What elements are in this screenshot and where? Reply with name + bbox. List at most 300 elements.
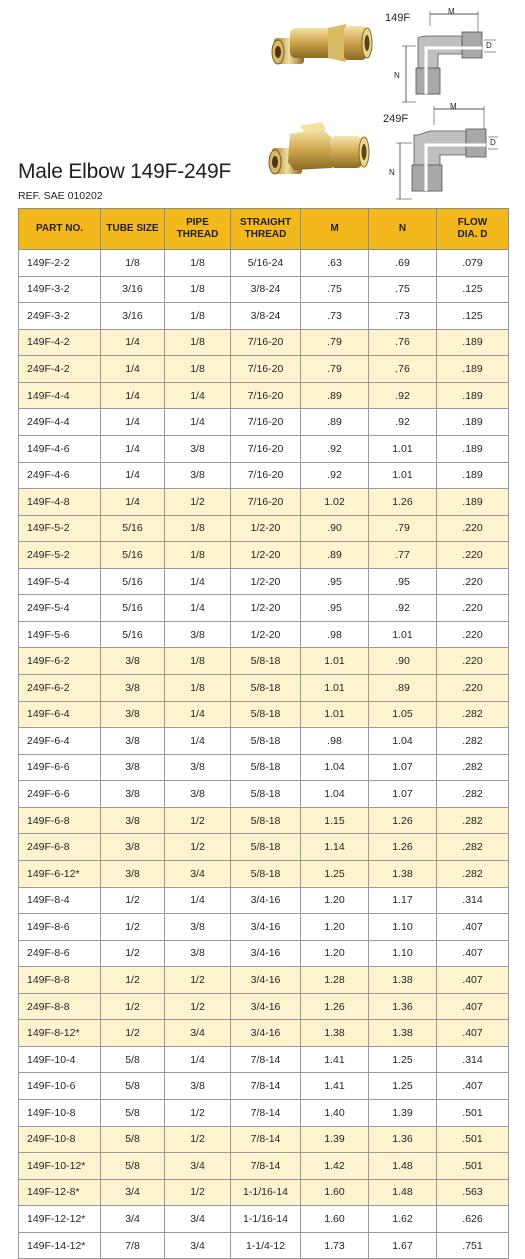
cell-tube-size: 7/8 bbox=[101, 1232, 165, 1259]
cell-straight-thread: 1/2-20 bbox=[231, 621, 301, 648]
cell-straight-thread: 1/2-20 bbox=[231, 542, 301, 569]
cell-n: 1.01 bbox=[369, 435, 437, 462]
table-row bbox=[19, 834, 509, 861]
table-row bbox=[19, 409, 509, 436]
table-row bbox=[19, 621, 509, 648]
table-row bbox=[19, 967, 509, 994]
cell-n: 1.26 bbox=[369, 807, 437, 834]
cell-tube-size: 1/4 bbox=[101, 435, 165, 462]
cell-part-no: 149F-12-12* bbox=[19, 1206, 101, 1233]
cell-pipe-thread: 1/8 bbox=[165, 303, 231, 330]
cell-tube-size: 3/8 bbox=[101, 728, 165, 755]
cell-straight-thread: 5/8-18 bbox=[231, 807, 301, 834]
cell-straight-thread: 5/8-18 bbox=[231, 728, 301, 755]
table-row bbox=[19, 356, 509, 383]
cell-pipe-thread: 1/2 bbox=[165, 1126, 231, 1153]
cell-flow-dia: .407 bbox=[437, 993, 509, 1020]
cell-tube-size: 3/8 bbox=[101, 648, 165, 675]
cell-m: 1.40 bbox=[301, 1100, 369, 1127]
cell-flow-dia: .282 bbox=[437, 834, 509, 861]
cell-part-no: 149F-2-2 bbox=[19, 250, 101, 277]
table-row bbox=[19, 595, 509, 622]
table-row bbox=[19, 807, 509, 834]
cell-straight-thread: 7/16-20 bbox=[231, 382, 301, 409]
cell-pipe-thread: 1/8 bbox=[165, 515, 231, 542]
cell-straight-thread: 1/2-20 bbox=[231, 568, 301, 595]
cell-tube-size: 1/4 bbox=[101, 489, 165, 516]
cell-flow-dia: .751 bbox=[437, 1232, 509, 1259]
cell-tube-size: 3/8 bbox=[101, 675, 165, 702]
cell-m: .98 bbox=[301, 621, 369, 648]
cell-part-no: 149F-10-4 bbox=[19, 1046, 101, 1073]
cell-m: 1.42 bbox=[301, 1153, 369, 1180]
cell-flow-dia: .189 bbox=[437, 356, 509, 383]
cell-straight-thread: 7/8-14 bbox=[231, 1126, 301, 1153]
cell-flow-dia: .501 bbox=[437, 1100, 509, 1127]
cell-n: 1.38 bbox=[369, 860, 437, 887]
cell-straight-thread: 1-1/4-12 bbox=[231, 1232, 301, 1259]
cell-flow-dia: .501 bbox=[437, 1153, 509, 1180]
cell-straight-thread: 7/8-14 bbox=[231, 1100, 301, 1127]
diagram-149f-n-label: N bbox=[394, 71, 400, 80]
cell-m: 1.15 bbox=[301, 807, 369, 834]
diagram-249f-label: 249F bbox=[383, 113, 409, 125]
cell-part-no: 249F-5-2 bbox=[19, 542, 101, 569]
cell-m: 1.41 bbox=[301, 1046, 369, 1073]
cell-m: .79 bbox=[301, 329, 369, 356]
elbow-149f-photo bbox=[268, 12, 376, 80]
cell-pipe-thread: 3/4 bbox=[165, 860, 231, 887]
cell-part-no: 149F-6-4 bbox=[19, 701, 101, 728]
table-row bbox=[19, 568, 509, 595]
cell-pipe-thread: 1/4 bbox=[165, 409, 231, 436]
cell-part-no: 149F-8-8 bbox=[19, 967, 101, 994]
table-row bbox=[19, 781, 509, 808]
cell-tube-size: 5/16 bbox=[101, 621, 165, 648]
cell-n: .77 bbox=[369, 542, 437, 569]
cell-m: 1.73 bbox=[301, 1232, 369, 1259]
cell-m: 1.20 bbox=[301, 914, 369, 941]
cell-pipe-thread: 1/2 bbox=[165, 1100, 231, 1127]
cell-part-no: 249F-8-6 bbox=[19, 940, 101, 967]
cell-flow-dia: .314 bbox=[437, 887, 509, 914]
table-row bbox=[19, 1100, 509, 1127]
cell-m: .95 bbox=[301, 595, 369, 622]
table-row bbox=[19, 250, 509, 277]
col-header-flow-dia: FLOW DIA. D bbox=[437, 209, 509, 250]
cell-pipe-thread: 1/8 bbox=[165, 356, 231, 383]
cell-straight-thread: 5/8-18 bbox=[231, 701, 301, 728]
cell-tube-size: 5/8 bbox=[101, 1046, 165, 1073]
cell-tube-size: 5/16 bbox=[101, 542, 165, 569]
cell-part-no: 149F-4-6 bbox=[19, 435, 101, 462]
diagram-249f-d-label: D bbox=[490, 138, 496, 147]
table-row bbox=[19, 701, 509, 728]
cell-straight-thread: 3/4-16 bbox=[231, 967, 301, 994]
cell-tube-size: 1/2 bbox=[101, 887, 165, 914]
table-row bbox=[19, 1153, 509, 1180]
cell-m: .89 bbox=[301, 542, 369, 569]
cell-pipe-thread: 1/4 bbox=[165, 382, 231, 409]
cell-n: 1.38 bbox=[369, 967, 437, 994]
cell-pipe-thread: 1/8 bbox=[165, 276, 231, 303]
cell-flow-dia: .282 bbox=[437, 860, 509, 887]
cell-flow-dia: .220 bbox=[437, 542, 509, 569]
table-row bbox=[19, 329, 509, 356]
cell-m: 1.01 bbox=[301, 648, 369, 675]
cell-pipe-thread: 1/2 bbox=[165, 1179, 231, 1206]
cell-tube-size: 1/4 bbox=[101, 462, 165, 489]
cell-m: 1.38 bbox=[301, 1020, 369, 1047]
cell-flow-dia: .125 bbox=[437, 303, 509, 330]
cell-pipe-thread: 3/8 bbox=[165, 940, 231, 967]
cell-tube-size: 1/2 bbox=[101, 914, 165, 941]
cell-part-no: 149F-4-4 bbox=[19, 382, 101, 409]
cell-m: .92 bbox=[301, 462, 369, 489]
cell-straight-thread: 1/2-20 bbox=[231, 595, 301, 622]
cell-tube-size: 5/8 bbox=[101, 1126, 165, 1153]
cell-m: 1.20 bbox=[301, 940, 369, 967]
diagram-249f-n-label: N bbox=[389, 168, 395, 177]
cell-part-no: 149F-10-6 bbox=[19, 1073, 101, 1100]
cell-n: .92 bbox=[369, 382, 437, 409]
cell-straight-thread: 5/16-24 bbox=[231, 250, 301, 277]
cell-n: 1.25 bbox=[369, 1046, 437, 1073]
cell-n: 1.48 bbox=[369, 1153, 437, 1180]
table-header-row bbox=[19, 209, 509, 250]
cell-flow-dia: .220 bbox=[437, 675, 509, 702]
cell-n: 1.39 bbox=[369, 1100, 437, 1127]
cell-pipe-thread: 3/4 bbox=[165, 1020, 231, 1047]
cell-part-no: 149F-8-12* bbox=[19, 1020, 101, 1047]
cell-pipe-thread: 1/8 bbox=[165, 329, 231, 356]
diagram-149f-d-label: D bbox=[486, 41, 492, 50]
cell-flow-dia: .189 bbox=[437, 382, 509, 409]
cell-n: 1.07 bbox=[369, 781, 437, 808]
cell-n: 1.05 bbox=[369, 701, 437, 728]
cell-n: .90 bbox=[369, 648, 437, 675]
cell-pipe-thread: 1/4 bbox=[165, 595, 231, 622]
cell-pipe-thread: 3/4 bbox=[165, 1232, 231, 1259]
cell-straight-thread: 3/4-16 bbox=[231, 993, 301, 1020]
cell-m: .63 bbox=[301, 250, 369, 277]
table-row bbox=[19, 303, 509, 330]
cell-flow-dia: .407 bbox=[437, 967, 509, 994]
cell-part-no: 149F-5-4 bbox=[19, 568, 101, 595]
cell-flow-dia: .220 bbox=[437, 515, 509, 542]
cell-part-no: 149F-10-8 bbox=[19, 1100, 101, 1127]
table-row bbox=[19, 754, 509, 781]
cell-m: 1.25 bbox=[301, 860, 369, 887]
cell-flow-dia: .407 bbox=[437, 940, 509, 967]
table-row bbox=[19, 914, 509, 941]
cell-n: 1.48 bbox=[369, 1179, 437, 1206]
cell-tube-size: 3/8 bbox=[101, 860, 165, 887]
cell-n: .92 bbox=[369, 595, 437, 622]
cell-part-no: 249F-10-8 bbox=[19, 1126, 101, 1153]
cell-part-no: 149F-6-6 bbox=[19, 754, 101, 781]
cell-pipe-thread: 1/4 bbox=[165, 887, 231, 914]
table-row bbox=[19, 435, 509, 462]
cell-m: 1.04 bbox=[301, 754, 369, 781]
cell-pipe-thread: 1/8 bbox=[165, 648, 231, 675]
cell-m: .73 bbox=[301, 303, 369, 330]
cell-straight-thread: 7/16-20 bbox=[231, 489, 301, 516]
cell-pipe-thread: 1/4 bbox=[165, 1046, 231, 1073]
cell-tube-size: 5/16 bbox=[101, 515, 165, 542]
cell-flow-dia: .282 bbox=[437, 781, 509, 808]
cell-pipe-thread: 1/2 bbox=[165, 993, 231, 1020]
cell-straight-thread: 3/8-24 bbox=[231, 276, 301, 303]
cell-tube-size: 1/2 bbox=[101, 993, 165, 1020]
cell-m: 1.60 bbox=[301, 1206, 369, 1233]
table-row bbox=[19, 276, 509, 303]
cell-part-no: 249F-8-8 bbox=[19, 993, 101, 1020]
cell-pipe-thread: 3/8 bbox=[165, 1073, 231, 1100]
cell-straight-thread: 7/8-14 bbox=[231, 1153, 301, 1180]
cell-part-no: 249F-6-2 bbox=[19, 675, 101, 702]
cell-flow-dia: .282 bbox=[437, 728, 509, 755]
cell-part-no: 149F-4-8 bbox=[19, 489, 101, 516]
cell-tube-size: 1/2 bbox=[101, 940, 165, 967]
cell-tube-size: 3/4 bbox=[101, 1206, 165, 1233]
cell-part-no: 249F-4-6 bbox=[19, 462, 101, 489]
cell-n: 1.01 bbox=[369, 462, 437, 489]
col-header-part-no: PART NO. bbox=[19, 209, 101, 250]
cell-straight-thread: 5/8-18 bbox=[231, 834, 301, 861]
cell-m: 1.41 bbox=[301, 1073, 369, 1100]
cell-n: 1.26 bbox=[369, 834, 437, 861]
table-row bbox=[19, 1020, 509, 1047]
table-row bbox=[19, 462, 509, 489]
cell-straight-thread: 7/8-14 bbox=[231, 1073, 301, 1100]
cell-part-no: 149F-3-2 bbox=[19, 276, 101, 303]
col-header-m: M bbox=[301, 209, 369, 250]
cell-part-no: 149F-14-12* bbox=[19, 1232, 101, 1259]
cell-pipe-thread: 3/4 bbox=[165, 1153, 231, 1180]
cell-tube-size: 3/8 bbox=[101, 754, 165, 781]
cell-part-no: 149F-6-2 bbox=[19, 648, 101, 675]
cell-tube-size: 1/4 bbox=[101, 409, 165, 436]
cell-m: 1.60 bbox=[301, 1179, 369, 1206]
cell-pipe-thread: 3/8 bbox=[165, 754, 231, 781]
cell-flow-dia: .626 bbox=[437, 1206, 509, 1233]
cell-tube-size: 5/16 bbox=[101, 595, 165, 622]
diagram-149f bbox=[390, 8, 502, 106]
col-header-tube-size: TUBE SIZE bbox=[101, 209, 165, 250]
cell-part-no: 249F-5-4 bbox=[19, 595, 101, 622]
cell-part-no: 249F-6-8 bbox=[19, 834, 101, 861]
cell-m: .79 bbox=[301, 356, 369, 383]
cell-pipe-thread: 3/8 bbox=[165, 435, 231, 462]
cell-flow-dia: .282 bbox=[437, 807, 509, 834]
diagram-249f bbox=[390, 103, 502, 203]
cell-part-no: 149F-6-8 bbox=[19, 807, 101, 834]
cell-pipe-thread: 1/2 bbox=[165, 834, 231, 861]
cell-m: .90 bbox=[301, 515, 369, 542]
table-row bbox=[19, 728, 509, 755]
cell-straight-thread: 5/8-18 bbox=[231, 675, 301, 702]
cell-part-no: 149F-10-12* bbox=[19, 1153, 101, 1180]
diagram-149f-m-label: M bbox=[448, 7, 455, 16]
cell-straight-thread: 3/4-16 bbox=[231, 887, 301, 914]
cell-part-no: 149F-12-8* bbox=[19, 1179, 101, 1206]
cell-part-no: 249F-6-4 bbox=[19, 728, 101, 755]
cell-pipe-thread: 1/4 bbox=[165, 568, 231, 595]
cell-m: 1.02 bbox=[301, 489, 369, 516]
cell-flow-dia: .220 bbox=[437, 621, 509, 648]
col-header-straight-thread: STRAIGHT THREAD bbox=[231, 209, 301, 250]
cell-straight-thread: 7/16-20 bbox=[231, 462, 301, 489]
cell-m: 1.04 bbox=[301, 781, 369, 808]
elbow-249f-photo bbox=[266, 118, 376, 190]
table-row bbox=[19, 675, 509, 702]
table-row bbox=[19, 1126, 509, 1153]
cell-n: .76 bbox=[369, 329, 437, 356]
cell-straight-thread: 5/8-18 bbox=[231, 754, 301, 781]
cell-flow-dia: .189 bbox=[437, 329, 509, 356]
cell-tube-size: 1/2 bbox=[101, 967, 165, 994]
cell-pipe-thread: 1/4 bbox=[165, 701, 231, 728]
cell-m: 1.39 bbox=[301, 1126, 369, 1153]
cell-flow-dia: .079 bbox=[437, 250, 509, 277]
cell-tube-size: 1/4 bbox=[101, 382, 165, 409]
cell-flow-dia: .220 bbox=[437, 595, 509, 622]
cell-part-no: 149F-8-6 bbox=[19, 914, 101, 941]
cell-n: .92 bbox=[369, 409, 437, 436]
cell-pipe-thread: 1/8 bbox=[165, 542, 231, 569]
cell-flow-dia: .314 bbox=[437, 1046, 509, 1073]
cell-straight-thread: 5/8-18 bbox=[231, 648, 301, 675]
cell-n: .95 bbox=[369, 568, 437, 595]
cell-n: 1.10 bbox=[369, 940, 437, 967]
cell-pipe-thread: 3/4 bbox=[165, 1206, 231, 1233]
table-row bbox=[19, 1232, 509, 1259]
table-row bbox=[19, 1073, 509, 1100]
cell-straight-thread: 3/4-16 bbox=[231, 914, 301, 941]
cell-m: .98 bbox=[301, 728, 369, 755]
cell-n: .89 bbox=[369, 675, 437, 702]
col-header-pipe-thread: PIPE THREAD bbox=[165, 209, 231, 250]
cell-n: 1.26 bbox=[369, 489, 437, 516]
cell-straight-thread: 5/8-18 bbox=[231, 781, 301, 808]
table-row bbox=[19, 993, 509, 1020]
cell-flow-dia: .407 bbox=[437, 914, 509, 941]
table-row bbox=[19, 1046, 509, 1073]
cell-pipe-thread: 1/8 bbox=[165, 675, 231, 702]
cell-flow-dia: .407 bbox=[437, 1073, 509, 1100]
cell-tube-size: 1/4 bbox=[101, 329, 165, 356]
cell-flow-dia: .563 bbox=[437, 1179, 509, 1206]
cell-n: 1.67 bbox=[369, 1232, 437, 1259]
diagram-149f-label: 149F bbox=[385, 12, 411, 24]
cell-tube-size: 3/8 bbox=[101, 834, 165, 861]
cell-part-no: 149F-5-2 bbox=[19, 515, 101, 542]
cell-pipe-thread: 1/2 bbox=[165, 967, 231, 994]
cell-n: .79 bbox=[369, 515, 437, 542]
diagram-249f-m-label: M bbox=[450, 102, 457, 111]
cell-m: .75 bbox=[301, 276, 369, 303]
cell-pipe-thread: 3/8 bbox=[165, 914, 231, 941]
cell-n: 1.01 bbox=[369, 621, 437, 648]
cell-tube-size: 1/4 bbox=[101, 356, 165, 383]
cell-tube-size: 5/16 bbox=[101, 568, 165, 595]
cell-tube-size: 3/8 bbox=[101, 701, 165, 728]
cell-n: 1.07 bbox=[369, 754, 437, 781]
cell-flow-dia: .220 bbox=[437, 568, 509, 595]
cell-n: 1.10 bbox=[369, 914, 437, 941]
cell-pipe-thread: 1/4 bbox=[165, 728, 231, 755]
table-row bbox=[19, 648, 509, 675]
cell-m: 1.14 bbox=[301, 834, 369, 861]
cell-pipe-thread: 1/8 bbox=[165, 250, 231, 277]
cell-flow-dia: .501 bbox=[437, 1126, 509, 1153]
cell-m: 1.01 bbox=[301, 675, 369, 702]
cell-m: .92 bbox=[301, 435, 369, 462]
cell-part-no: 149F-8-4 bbox=[19, 887, 101, 914]
cell-n: .73 bbox=[369, 303, 437, 330]
cell-n: 1.36 bbox=[369, 1126, 437, 1153]
cell-straight-thread: 7/8-14 bbox=[231, 1046, 301, 1073]
cell-part-no: 149F-4-2 bbox=[19, 329, 101, 356]
table-row bbox=[19, 489, 509, 516]
cell-flow-dia: .125 bbox=[437, 276, 509, 303]
cell-straight-thread: 3/4-16 bbox=[231, 940, 301, 967]
cell-n: 1.36 bbox=[369, 993, 437, 1020]
cell-part-no: 249F-3-2 bbox=[19, 303, 101, 330]
cell-flow-dia: .189 bbox=[437, 409, 509, 436]
cell-pipe-thread: 1/2 bbox=[165, 807, 231, 834]
cell-n: .75 bbox=[369, 276, 437, 303]
table-row bbox=[19, 887, 509, 914]
table-row bbox=[19, 940, 509, 967]
spec-table bbox=[18, 208, 509, 1259]
cell-n: 1.38 bbox=[369, 1020, 437, 1047]
cell-m: .89 bbox=[301, 409, 369, 436]
cell-flow-dia: .189 bbox=[437, 435, 509, 462]
table-row bbox=[19, 382, 509, 409]
table-row bbox=[19, 542, 509, 569]
table-body bbox=[19, 250, 509, 1259]
cell-m: 1.01 bbox=[301, 701, 369, 728]
cell-flow-dia: .407 bbox=[437, 1020, 509, 1047]
cell-n: 1.25 bbox=[369, 1073, 437, 1100]
cell-tube-size: 3/4 bbox=[101, 1179, 165, 1206]
col-header-n: N bbox=[369, 209, 437, 250]
cell-straight-thread: 5/8-18 bbox=[231, 860, 301, 887]
cell-pipe-thread: 1/2 bbox=[165, 489, 231, 516]
cell-flow-dia: .220 bbox=[437, 648, 509, 675]
cell-m: 1.20 bbox=[301, 887, 369, 914]
cell-tube-size: 1/8 bbox=[101, 250, 165, 277]
cell-straight-thread: 3/4-16 bbox=[231, 1020, 301, 1047]
cell-part-no: 249F-4-4 bbox=[19, 409, 101, 436]
cell-tube-size: 3/8 bbox=[101, 781, 165, 808]
cell-pipe-thread: 3/8 bbox=[165, 621, 231, 648]
cell-flow-dia: .282 bbox=[437, 754, 509, 781]
cell-tube-size: 5/8 bbox=[101, 1100, 165, 1127]
cell-n: .69 bbox=[369, 250, 437, 277]
cell-straight-thread: 7/16-20 bbox=[231, 329, 301, 356]
cell-tube-size: 3/8 bbox=[101, 807, 165, 834]
cell-n: 1.04 bbox=[369, 728, 437, 755]
cell-straight-thread: 7/16-20 bbox=[231, 356, 301, 383]
cell-n: .76 bbox=[369, 356, 437, 383]
cell-tube-size: 1/2 bbox=[101, 1020, 165, 1047]
cell-straight-thread: 1-1/16-14 bbox=[231, 1206, 301, 1233]
cell-straight-thread: 3/8-24 bbox=[231, 303, 301, 330]
cell-part-no: 149F-5-6 bbox=[19, 621, 101, 648]
